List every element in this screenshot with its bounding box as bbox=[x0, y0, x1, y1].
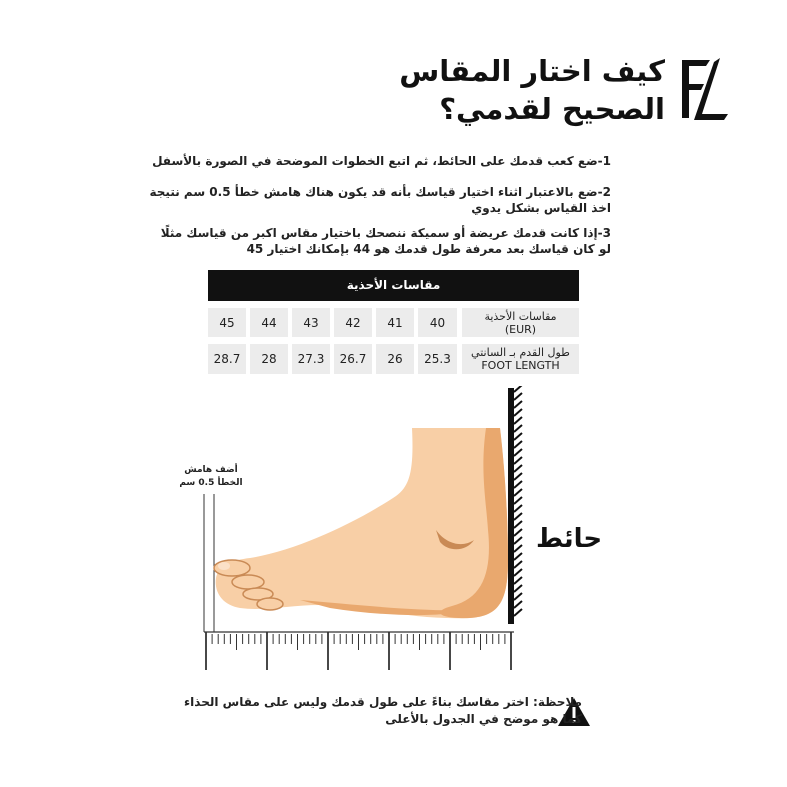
note-line-1: ملاحظة: اختر مقاسك بناءً على طول قدمك وليس على مقاس الحذاء bbox=[184, 695, 582, 709]
length-cell: 27.3 bbox=[292, 344, 330, 374]
note bbox=[162, 694, 582, 728]
margin-guide-lines bbox=[204, 494, 214, 632]
step-2 bbox=[151, 184, 611, 216]
wall-label: حائط bbox=[536, 524, 603, 554]
step-2-line-1: 2-ضع بالاعتبار اثناء اختيار قياسك بأنه قد يكون هناك هامش خطأ 0.5 سم نتيجة bbox=[149, 185, 611, 199]
row-label-length-en: FOOT LENGTH bbox=[481, 359, 560, 372]
step-3 bbox=[151, 225, 611, 257]
step-3-line-2: لو كان قياسك بعد معرفة طول قدمك هو 44 بإمكانك اختيار 45 bbox=[246, 242, 611, 256]
row-label-length-ar: طول القدم بـ السانتي bbox=[471, 346, 570, 359]
title-line-2: الصحيح لقدمي؟ bbox=[439, 92, 665, 126]
step-3-line-1: 3-إذا كانت قدمك عريضة أو سميكة ننصحك باختيار مقاس اكبر من قياسك مثلًا bbox=[160, 226, 611, 240]
margin-note-line-1: أضف هامش bbox=[184, 465, 238, 475]
size-cell-eur: 43 bbox=[292, 308, 330, 337]
size-cell-eur: 42 bbox=[334, 308, 372, 337]
length-cell: 25.3 bbox=[418, 344, 457, 374]
row-label-eur-en: (EUR) bbox=[504, 322, 537, 336]
length-cell: 28 bbox=[250, 344, 288, 374]
length-cell: 26.7 bbox=[334, 344, 372, 374]
size-cell-eur: 44 bbox=[250, 308, 288, 337]
length-cell: 28.7 bbox=[208, 344, 246, 374]
size-cell-eur: 40 bbox=[418, 308, 457, 337]
margin-note-line-2: الخطأ 0.5 سم bbox=[179, 478, 243, 488]
note-line-2: كما هو موضح في الجدول بالأعلى bbox=[385, 712, 582, 726]
foot-icon bbox=[214, 428, 508, 618]
fl-logo-icon bbox=[676, 56, 732, 126]
ruler-icon bbox=[204, 632, 514, 670]
page-title bbox=[285, 52, 665, 128]
foot-measure-illustration bbox=[170, 386, 530, 676]
step-2-line-2: اخذ القياس بشكل يدوي bbox=[471, 201, 611, 215]
size-cell-eur: 41 bbox=[376, 308, 414, 337]
size-table-header: مقاسات الأحذية bbox=[208, 270, 579, 301]
row-label-eur-ar: مقاسات الأحذية bbox=[484, 309, 557, 323]
length-cell: 26 bbox=[376, 344, 414, 374]
row-label-eur bbox=[462, 308, 579, 337]
row-label-length bbox=[462, 344, 579, 374]
margin-note bbox=[176, 464, 246, 490]
step-1-text: 1-ضع كعب قدمك على الحائط، ثم اتبع الخطوات الموضحة في الصورة بالأسفل bbox=[152, 154, 611, 168]
wall-icon bbox=[508, 386, 522, 624]
size-cell-eur: 45 bbox=[208, 308, 246, 337]
title-line-1: كيف اختار المقاس bbox=[399, 54, 665, 88]
step-1 bbox=[151, 153, 611, 169]
